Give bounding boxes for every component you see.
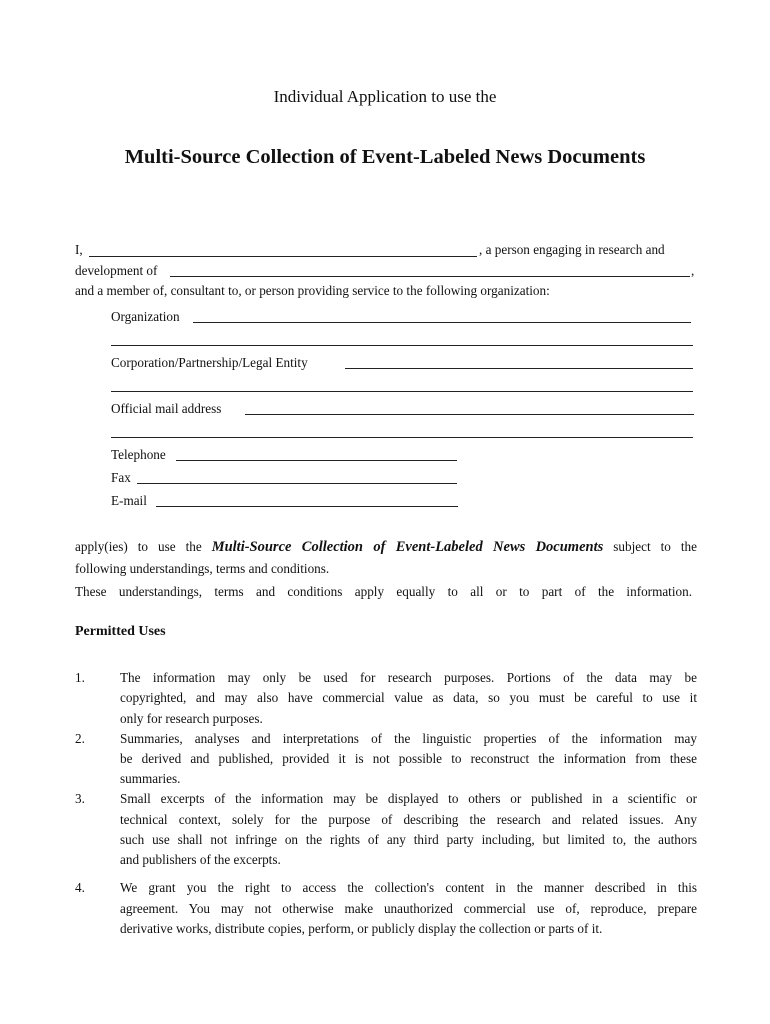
pre-title: Individual Application to use the	[273, 87, 497, 106]
organization-field-line2[interactable]	[111, 345, 693, 346]
item-text-line: only for research purposes.	[120, 711, 263, 726]
fax-field[interactable]	[137, 483, 457, 484]
item-text-line: and publishers of the excerpts.	[120, 852, 281, 867]
item-text-line: The information may only be used for research purposes. Portions of the data may be	[120, 670, 697, 685]
email-label: E-mail	[111, 493, 147, 508]
organization-field[interactable]	[193, 322, 691, 323]
item-number: 4.	[75, 880, 85, 895]
item-text-line: such use shall not infringe on the rights of any third party including, but limited to, the authors	[120, 832, 697, 847]
item-text-line: be derived and published, provided it is not possible to reconstruct the information from these	[120, 751, 697, 766]
development-of-field[interactable]	[170, 276, 690, 277]
apply-suffix: subject to the	[613, 539, 697, 554]
mail-address-field-line2[interactable]	[111, 437, 693, 438]
intro-line3: and a member of, consultant to, or person providing service to the following organization:	[75, 283, 550, 298]
item-number: 1.	[75, 670, 85, 685]
item-text-line: summaries.	[120, 771, 181, 786]
apply-prefix: apply(ies) to use the	[75, 539, 202, 554]
applicant-name-field[interactable]	[89, 256, 477, 257]
item-text-line: copyrighted, and may also have commercial value as data, so you must be careful to use it	[120, 690, 697, 705]
apply-line3: These understandings, terms and conditions apply equally to all or to part of the information.	[75, 584, 692, 599]
mail-address-field[interactable]	[245, 414, 694, 415]
apply-line2: following understandings, terms and conditions.	[75, 561, 330, 576]
corporation-label: Corporation/Partnership/Legal Entity	[111, 355, 308, 370]
apply-collection-title: Multi-Source Collection of Event-Labeled News Documents	[211, 539, 604, 555]
item-number: 2.	[75, 731, 85, 746]
item-number: 3.	[75, 791, 85, 806]
intro-line2-prefix: development of	[75, 263, 158, 278]
apply-line1	[75, 539, 697, 556]
intro-line1-suffix: , a person engaging in research and	[479, 242, 665, 257]
item-text-line: technical context, solely for the purpose of describing the research and related issues. Any	[120, 812, 697, 827]
permitted-uses-heading: Permitted Uses	[75, 624, 166, 639]
document-title: Multi-Source Collection of Event-Labeled News Documents	[124, 146, 646, 168]
item-text-line: derivative works, distribute copies, perform, or publicly display the collection or parts of it.	[120, 921, 603, 936]
intro-line1-prefix: I,	[75, 242, 83, 257]
telephone-label: Telephone	[111, 447, 166, 462]
telephone-field[interactable]	[176, 460, 457, 461]
item-text-line: Summaries, analyses and interpretations of the linguistic properties of the information may	[120, 731, 697, 746]
organization-label: Organization	[111, 309, 180, 324]
item-text-line: agreement. You may not otherwise make unauthorized commercial use of, reproduce, prepare	[120, 901, 697, 916]
email-field[interactable]	[156, 506, 458, 507]
fax-label: Fax	[111, 470, 131, 485]
corporation-field[interactable]	[345, 368, 693, 369]
corporation-field-line2[interactable]	[111, 391, 693, 392]
mail-address-label: Official mail address	[111, 401, 222, 416]
item-text-line: We grant you the right to access the collection's content in the manner described in this	[120, 880, 697, 895]
intro-line2-suffix: ,	[691, 263, 695, 278]
item-text-line: Small excerpts of the information may be displayed to others or published in a scientific or	[120, 791, 697, 806]
